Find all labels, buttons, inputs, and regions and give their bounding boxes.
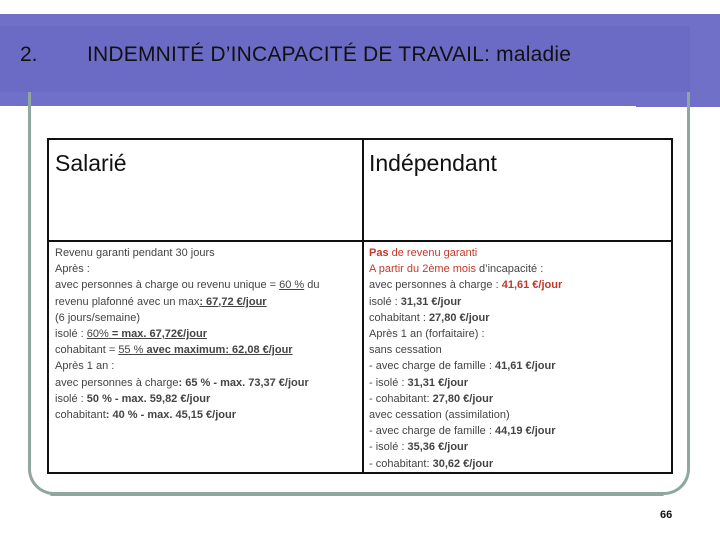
text-segment: cohabitant =: [55, 344, 119, 357]
text-segment: : 65 % - max. 73,37 €/jour: [178, 376, 309, 389]
salarie-details-cell: [48, 241, 363, 473]
text-segment: d’incapacité :: [476, 263, 544, 276]
text-line: [369, 326, 667, 342]
text-line: [369, 245, 667, 261]
header-independant: Indépendant: [369, 150, 497, 176]
text-segment: avec personnes à charge ou revenu unique =: [55, 279, 280, 292]
table-header-row: [48, 139, 672, 241]
text-line: [55, 375, 358, 391]
header-salarie: Salarié: [55, 150, 127, 176]
text-segment: Revenu garanti pendant 30 jours: [55, 247, 215, 259]
text-segment: Après 1 an (forfaitaire) :: [369, 328, 485, 341]
text-segment: avec personnes à charge: [55, 376, 179, 389]
text-segment: cohabitant :: [369, 311, 429, 324]
text-line: [369, 294, 667, 310]
text-line: [55, 342, 358, 358]
text-segment: - avec charge de famille :: [369, 425, 495, 438]
comparison-table: [47, 138, 673, 474]
text-segment: 55 %: [118, 344, 144, 357]
text-line: [369, 391, 667, 407]
text-line: [369, 277, 667, 293]
text-line: [55, 261, 358, 277]
text-line: [369, 310, 667, 326]
text-segment: avec cessation (assimilation): [369, 409, 510, 422]
text-segment: 31,31 €/jour: [400, 295, 462, 308]
text-segment: 30,62 €/jour: [432, 457, 494, 470]
text-segment: 41,61 €/jour: [494, 360, 556, 373]
text-line: [369, 375, 667, 391]
text-segment: isolé :: [369, 295, 401, 308]
text-segment: - cohabitant:: [369, 392, 433, 405]
text-segment: sans cessation: [369, 344, 442, 357]
text-line: [369, 261, 667, 277]
text-segment: 27,80 €/jour: [428, 311, 490, 324]
text-line: [55, 245, 358, 261]
text-segment: 60%: [86, 328, 109, 341]
text-line: [55, 391, 358, 407]
text-segment: : 67,72 €/jour: [199, 295, 267, 308]
text-segment: cohabitant: [55, 409, 106, 422]
independant-details-cell: [363, 241, 672, 473]
text-segment: du: [304, 279, 320, 292]
text-line: [55, 310, 358, 326]
text-segment: - avec charge de famille :: [369, 360, 495, 373]
text-segment: : 40 % - max. 45,15 €/jour: [105, 409, 236, 422]
text-segment: 31,31 €/jour: [407, 376, 469, 389]
independant-details: [364, 242, 671, 472]
text-segment: - isolé :: [369, 441, 408, 454]
text-segment: avec maximum: 62,08 €/jour: [143, 344, 293, 357]
slide-section-number: 2.: [20, 43, 38, 66]
text-segment: - isolé :: [369, 376, 408, 389]
text-line: [55, 407, 358, 423]
text-segment: (6 jours/semaine): [55, 311, 140, 324]
text-segment: avec personnes à charge :: [369, 279, 502, 292]
text-line: [369, 342, 667, 358]
text-segment: 44,19 €/jour: [494, 425, 556, 438]
text-segment: isolé :: [55, 392, 87, 405]
header-cell-independant: [363, 139, 672, 241]
text-segment: = max. 67,72€/jour: [108, 328, 207, 341]
text-line: [369, 407, 667, 423]
text-segment: 60 %: [279, 279, 305, 292]
text-segment: A partir du 2ème mois: [369, 263, 476, 276]
text-line: [55, 358, 358, 374]
table-body-row: [48, 241, 672, 473]
page-number: 66: [660, 509, 673, 521]
text-segment: 50 % - max. 59,82 €/jour: [86, 392, 211, 405]
frame-bottom-accent: [50, 493, 664, 496]
text-segment: 27,80 €/jour: [432, 392, 494, 405]
text-segment: - cohabitant:: [369, 457, 433, 470]
text-segment: de revenu garanti: [388, 247, 478, 259]
text-segment: 35,36 €/jour: [407, 441, 469, 454]
slide-title: INDEMNITÉ D’INCAPACITÉ DE TRAVAIL: maladie: [87, 43, 572, 66]
text-line: [55, 294, 358, 310]
text-segment: revenu plafonné avec un max: [55, 295, 200, 308]
text-segment: Pas: [369, 247, 389, 259]
text-line: [55, 326, 358, 342]
text-segment: Après 1 an :: [55, 360, 115, 373]
header-cell-salarie: [48, 139, 363, 241]
text-segment: isolé :: [55, 328, 87, 341]
text-segment: 41,61 €/jour: [501, 279, 563, 292]
salarie-details: [49, 242, 362, 423]
text-segment: Après :: [55, 263, 90, 276]
text-line: [369, 439, 667, 455]
text-line: [55, 277, 358, 293]
text-line: [369, 358, 667, 374]
text-line: [369, 423, 667, 439]
text-line: [369, 456, 667, 472]
